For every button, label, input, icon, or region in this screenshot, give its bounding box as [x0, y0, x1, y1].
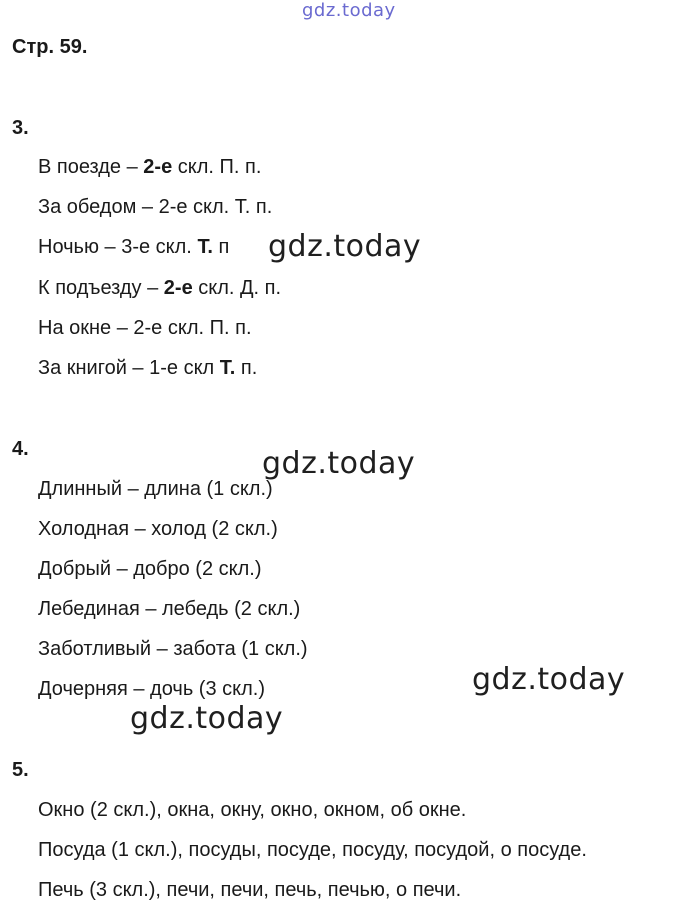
text-fragment: За книгой – 1-е скл — [38, 357, 220, 379]
answer-line — [38, 277, 281, 300]
section-number: 4. — [12, 438, 29, 460]
text-fragment: Печь (3 скл.), печи, печи, печь, печью, о печи. — [38, 879, 462, 901]
watermark: gdz.today — [472, 662, 626, 697]
answer-line — [38, 317, 252, 340]
bold-fragment: 2-е — [143, 156, 173, 178]
text-fragment: п — [212, 236, 230, 258]
answer-line — [38, 236, 229, 259]
text-fragment: В поезде – — [38, 156, 144, 178]
text-fragment: Длинный – длина (1 скл.) — [38, 478, 273, 500]
answer-line — [38, 879, 461, 902]
page-title: Стр. 59. — [12, 36, 88, 58]
text-fragment: скл. П. п. — [172, 156, 262, 178]
text-fragment: Лебединая – лебедь (2 скл.) — [38, 598, 301, 620]
answer-line — [38, 478, 273, 501]
answer-line — [38, 518, 278, 541]
watermark: gdz.today — [262, 446, 416, 481]
section-number: 5. — [12, 759, 29, 781]
text-fragment: Дочерняя – дочь (3 скл.) — [38, 678, 266, 700]
text-fragment: п. — [235, 357, 258, 379]
section-number: 3. — [12, 117, 29, 139]
text-fragment: Холодная – холод (2 скл.) — [38, 518, 278, 540]
text-fragment: Заботливый – забота (1 скл.) — [38, 638, 308, 660]
answer-line — [38, 839, 587, 862]
bold-fragment: 2-е — [163, 277, 193, 299]
answer-line — [38, 598, 300, 621]
bold-fragment: Т. — [219, 357, 236, 379]
text-fragment: Ночью – 3-е скл. — [38, 236, 198, 258]
answer-line — [38, 638, 308, 661]
bold-fragment: Т. — [197, 236, 213, 258]
answer-line — [38, 196, 272, 219]
watermark: gdz.today — [130, 701, 284, 736]
answer-line — [38, 678, 265, 701]
text-fragment: На окне – 2-е скл. П. п. — [38, 317, 252, 339]
text-fragment: Добрый – добро (2 скл.) — [38, 558, 262, 580]
answer-line — [38, 558, 262, 581]
answer-line — [38, 156, 261, 179]
watermark: gdz.today — [268, 229, 422, 264]
answer-line — [38, 357, 257, 380]
text-fragment: Посуда (1 скл.), посуды, посуде, посуду, посудой, о посуде. — [38, 839, 587, 861]
text-fragment: За обедом – 2-е скл. Т. п. — [38, 196, 273, 218]
text-fragment: Окно (2 скл.), окна, окну, окно, окном, об окне. — [38, 799, 467, 821]
text-fragment: К подъезду – — [38, 277, 164, 299]
watermark-top: gdz.today — [302, 0, 396, 21]
answer-line — [38, 799, 466, 822]
text-fragment: скл. Д. п. — [192, 277, 282, 299]
